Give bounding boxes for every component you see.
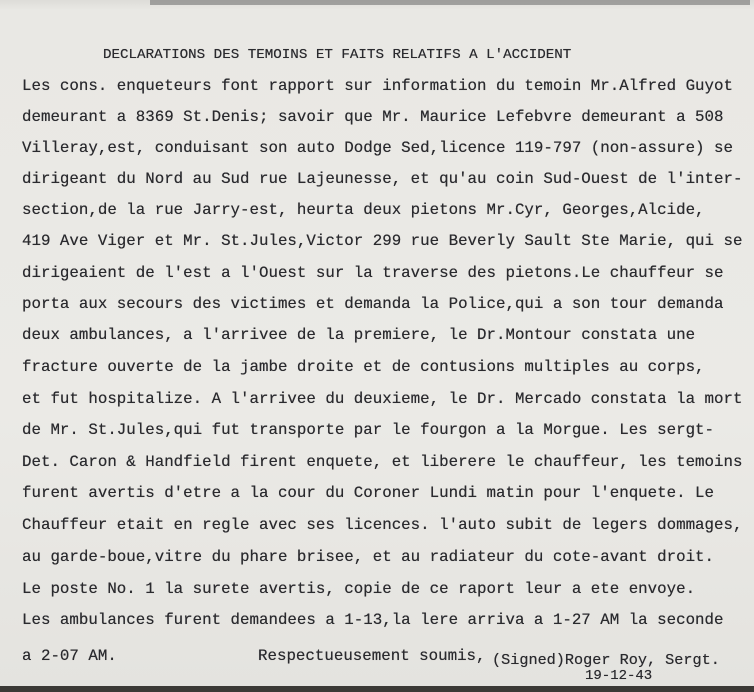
page-top-edge bbox=[150, 0, 750, 5]
text-line: Chauffeur etait en regle avec ses licences. l'auto subit de legers dommages, bbox=[22, 516, 743, 534]
text-line: et fut hospitalize. A l'arrivee du deuxieme, le Dr. Mercado constata la mort bbox=[22, 390, 743, 408]
text-line: Les ambulances furent demandees a 1-13,la lere arriva a 1-27 AM la seconde bbox=[22, 611, 724, 629]
text-line: de Mr. St.Jules,qui fut transporte par le fourgon a la Morgue. Les sergt- bbox=[22, 421, 715, 439]
text-line: furent avertis d'etre a la cour du Coroner Lundi matin pour l'enquete. Le bbox=[22, 484, 715, 502]
signature-date: 19-12-43 bbox=[585, 668, 653, 684]
page-bottom-edge bbox=[0, 686, 754, 692]
text-line: porta aux secours des victimes et demanda la Police,qui a son tour demanda bbox=[22, 295, 724, 313]
text-line: dirigeaient de l'est a l'Ouest sur la traverse des pietons.Le chauffeur se bbox=[22, 264, 724, 282]
closing-time: a 2-07 AM. bbox=[22, 647, 117, 665]
signature: (Signed)Roger Roy, Sergt. bbox=[492, 651, 720, 669]
text-line: section,de la rue Jarry-est, heurta deux pietons Mr.Cyr, Georges,Alcide, bbox=[22, 201, 705, 219]
text-line: Le poste No. 1 la surete avertis, copie de ce raport leur a ete envoye. bbox=[22, 580, 696, 598]
text-line: dirigeant du Nord au Sud rue Lajeunesse, et qu'au coin Sud-Ouest de l'inter- bbox=[22, 170, 743, 188]
text-line: Det. Caron & Handfield firent enquete, et liberere le chauffeur, les temoins bbox=[22, 453, 743, 471]
text-line: Villeray,est, conduisant son auto Dodge Sed,licence 119-797 (non-assure) se bbox=[22, 139, 733, 157]
text-line: deux ambulances, a l'arrivee de la premiere, le Dr.Montour constata une bbox=[22, 326, 696, 344]
text-line: fracture ouverte de la jambe droite et de contusions multiples au corps, bbox=[22, 358, 705, 376]
text-line: au garde-boue,vitre du phare brisee, et au radiateur du cote-avant droit. bbox=[22, 548, 715, 566]
closing-phrase: Respectueusement soumis, bbox=[258, 647, 486, 665]
text-line: demeurant a 8369 St.Denis; savoir que Mr. Maurice Lefebvre demeurant a 508 bbox=[22, 108, 724, 126]
document-title: DECLARATIONS DES TEMOINS ET FAITS RELATIFS A L'ACCIDENT bbox=[103, 47, 572, 63]
text-line: 419 Ave Viger et Mr. St.Jules,Victor 299 rue Beverly Sault Ste Marie, qui se bbox=[22, 232, 743, 250]
text-line: Les cons. enqueteurs font rapport sur information du temoin Mr.Alfred Guyot bbox=[22, 77, 733, 95]
